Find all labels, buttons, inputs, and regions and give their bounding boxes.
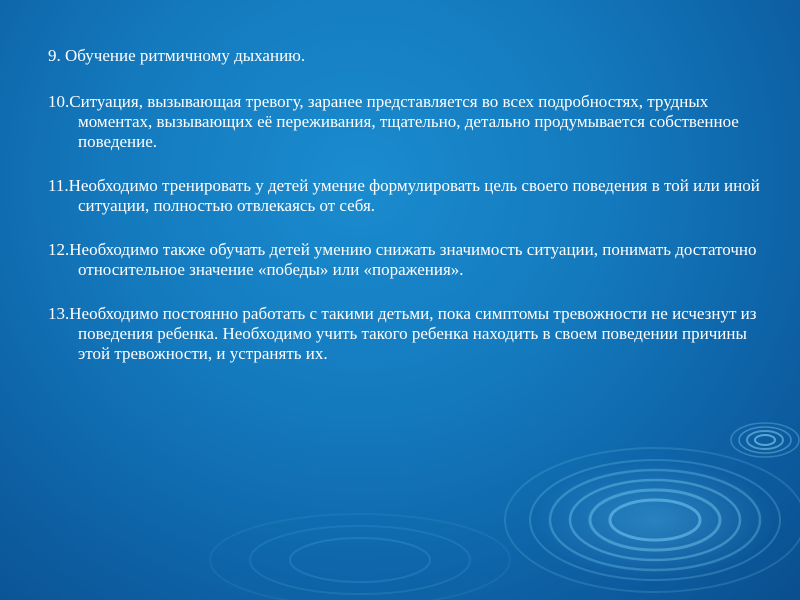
ripple-small [731,423,799,457]
ripple-faint [210,514,510,600]
item-9: 9. Обучение ритмичному дыханию. [48,46,306,65]
item-13: 13.Необходимо постоянно работать с такими детьми, пока симптомы тревожности не исчезнут из поведения ребенка. Необходимо учить такого ребенка находить в своем поведении причины этой тревожности, и устранять их. [48,304,757,363]
item-11: 11.Необходимо тренировать у детей умение формулировать цель своего поведения в той или иной ситуации, полностью отвлекаясь от себя. [48,176,760,215]
item-12: 12.Необходимо также обучать детей умению снижать значимость ситуации, понимать достаточно относительное значение «победы» или «поражения». [48,240,757,279]
item-10: 10.Ситуация, вызывающая тревогу, заранее представляется во всех подробностях, трудных моментах, вызывающих её переживания, тщательно, детально продумывается собственное поведение. [48,92,739,151]
slide-text [48,46,768,388]
